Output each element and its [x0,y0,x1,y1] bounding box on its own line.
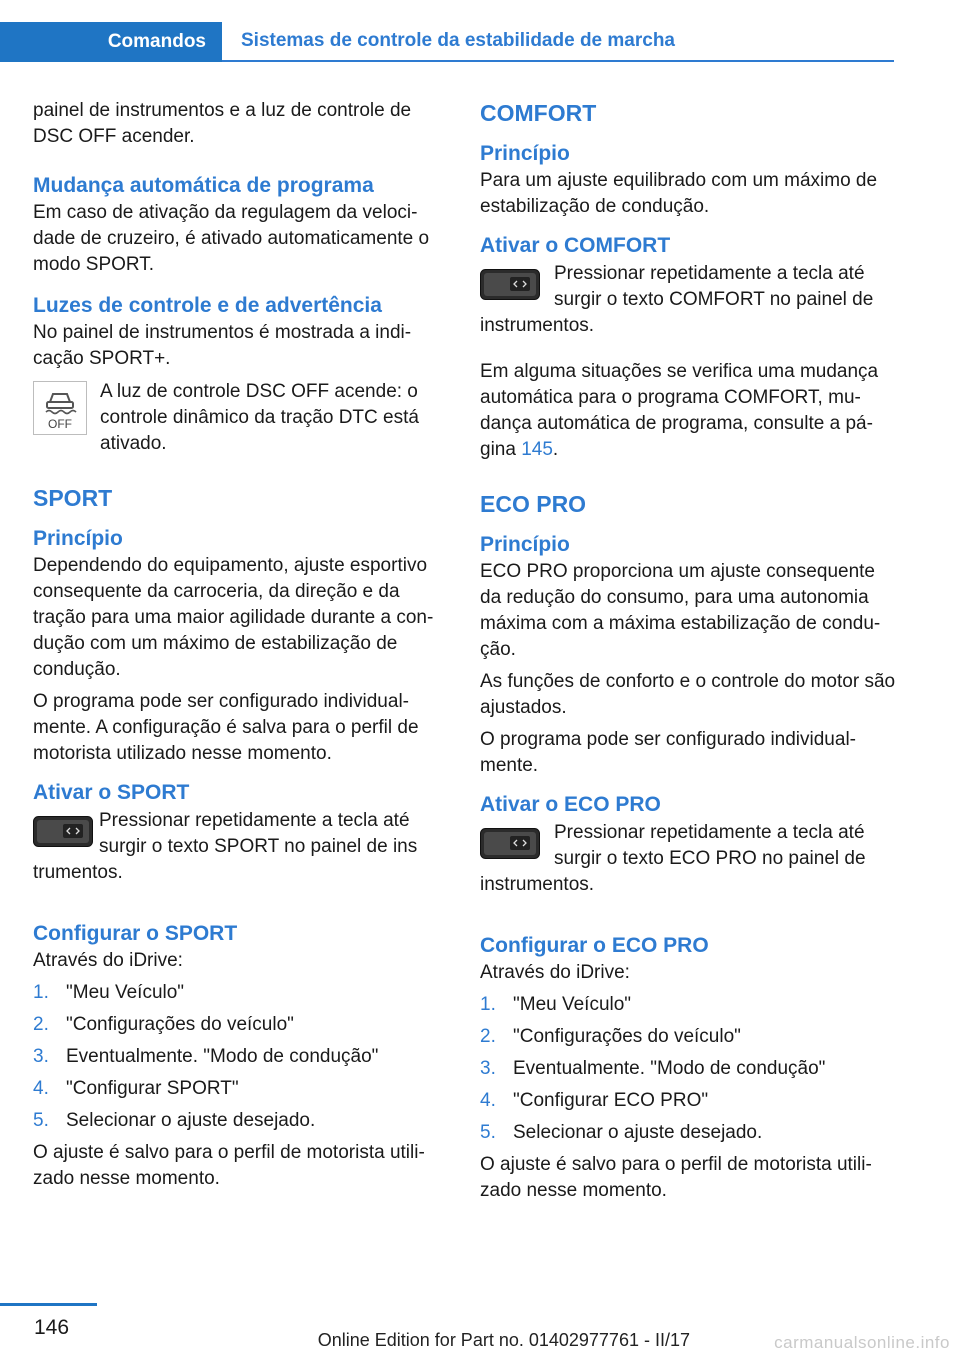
eco-config-intro: Através do iDrive: [480,962,630,983]
auto-change-block [33,172,451,278]
list-item: 3. Eventualmente. "Modo de condução" [480,1058,826,1079]
page-ref-link[interactable]: 145 [521,439,553,460]
list-item: 1. "Meu Veículo" [33,982,185,1003]
list-item: 4. "Configurar ECO PRO" [480,1090,709,1111]
list-item: 2. "Configurações do veículo" [480,1026,741,1047]
comfort-auto-text: Em alguma situações se verifica uma mudança automática para o programa COMFORT, mudança automática de programa, consulte a página 145. [480,361,879,460]
eco-activate-row [480,820,898,898]
sport-principle-heading: Princípio [33,527,123,550]
eco-config-outro: O ajuste é salvo para o perfil de motorista utilizado nesse momento. [480,1154,872,1201]
list-item: 5. Selecionar o ajuste desejado. [480,1122,763,1143]
left-column [33,98,451,1192]
driving-mode-button-icon [480,828,540,859]
dsc-off-text: A luz de controle DSC OFF acende: o controle dinâmico da tração DTC está ativado. [100,381,419,454]
auto-change-text: Em caso de ativação da regulagem da velocidade de cruzeiro, é ativado automaticamente o modo SPORT. [33,202,430,275]
page-number: 146 [34,1316,70,1339]
eco-activate-heading: Ativar o ECO PRO [480,793,661,816]
list-item: 2. "Configurações do veículo" [33,1014,294,1035]
footer-rule [0,1303,97,1306]
eco-principle-p2: As funções de conforto e o controle do motor são ajustados. [480,671,896,718]
eco-principle-p3: O programa pode ser configurado individualmente. [480,729,856,776]
lights-heading: Luzes de controle e de advertência [33,294,382,317]
eco-config-steps [480,992,898,1146]
header-rule [222,60,894,62]
dsc-off-icon [33,381,87,435]
comfort-activate-heading: Ativar o COMFORT [480,234,671,257]
comfort-activate-row [480,261,898,339]
list-item: 5. Selecionar o ajuste desejado. [33,1110,316,1131]
sport-activate-row [33,808,451,886]
page-header [0,22,960,62]
list-item: 1. "Meu Veículo" [480,994,632,1015]
lights-text: No painel de instrumentos é mostrada a indicação SPORT+. [33,322,412,369]
eco-activate-text-tail: instrumentos. [480,874,595,895]
eco-activate-text: Pressionar repetidamente a tecla até surgir o texto ECO PRO no painel de [554,822,866,869]
right-column [480,98,898,1204]
sport-principle-p1: Dependendo do equipamento, ajuste esportivo consequente da carroceria, da direção e da tração para uma maior agilidade durante a condução com um máximo de estabilização de condução. [33,555,434,680]
eco-principle-p1: ECO PRO proporciona um ajuste consequente da redução do consumo, para uma autonomia máxima com a máxima estabilização de condução. [480,561,881,660]
eco-principle-heading: Princípio [480,533,570,556]
eco-heading: ECO PRO [480,491,587,517]
comfort-principle-heading: Princípio [480,142,570,165]
sport-principle-p2: O programa pode ser configurado individualmente. A configuração é salva para o perfil de motorista utilizado nesse momento. [33,691,419,764]
sport-config-outro: O ajuste é salvo para o perfil de motorista utilizado nesse momento. [33,1142,425,1189]
comfort-principle-text: Para um ajuste equilibrado com um máximo de estabilização de condução. [480,170,878,217]
sport-config-steps [33,980,451,1134]
auto-change-heading: Mudança automática de programa [33,174,374,197]
watermark: carmanualsonline.info [774,1333,950,1352]
list-item: 4. "Configurar SPORT" [33,1078,239,1099]
sport-heading: SPORT [33,485,113,511]
comfort-activate-text: Pressionar repetidamente a tecla até surgir o texto COMFORT no painel de [554,263,874,310]
sport-activate-text: Pressionar repetidamente a tecla até surgir o texto SPORT no painel de ins [99,810,418,857]
lights-block [33,292,451,457]
sport-config-intro: Através do iDrive: [33,950,183,971]
driving-mode-button-icon [33,816,93,847]
dsc-off-icon-label: OFF [48,417,72,431]
sport-config-heading: Configurar o SPORT [33,922,238,945]
sport-activate-heading: Ativar o SPORT [33,781,190,804]
comfort-heading: COMFORT [480,100,597,126]
driving-mode-button-icon [480,269,540,300]
intro-text: painel de instrumentos e a luz de controle de DSC OFF acender. [33,100,412,147]
comfort-activate-text-tail: instrumentos. [480,315,595,336]
dsc-off-row [33,379,451,457]
list-item: 3. Eventualmente. "Modo de condução" [33,1046,379,1067]
chapter-tab[interactable]: Comandos [0,22,222,62]
section-title: Sistemas de controle da estabilidade de marcha [241,30,675,51]
edition-text: Online Edition for Part no. 01402977761 - II/17 [317,1330,690,1350]
sport-block [33,483,451,1192]
sport-activate-text-tail: trumentos. [33,862,123,883]
eco-config-heading: Configurar o ECO PRO [480,934,709,957]
